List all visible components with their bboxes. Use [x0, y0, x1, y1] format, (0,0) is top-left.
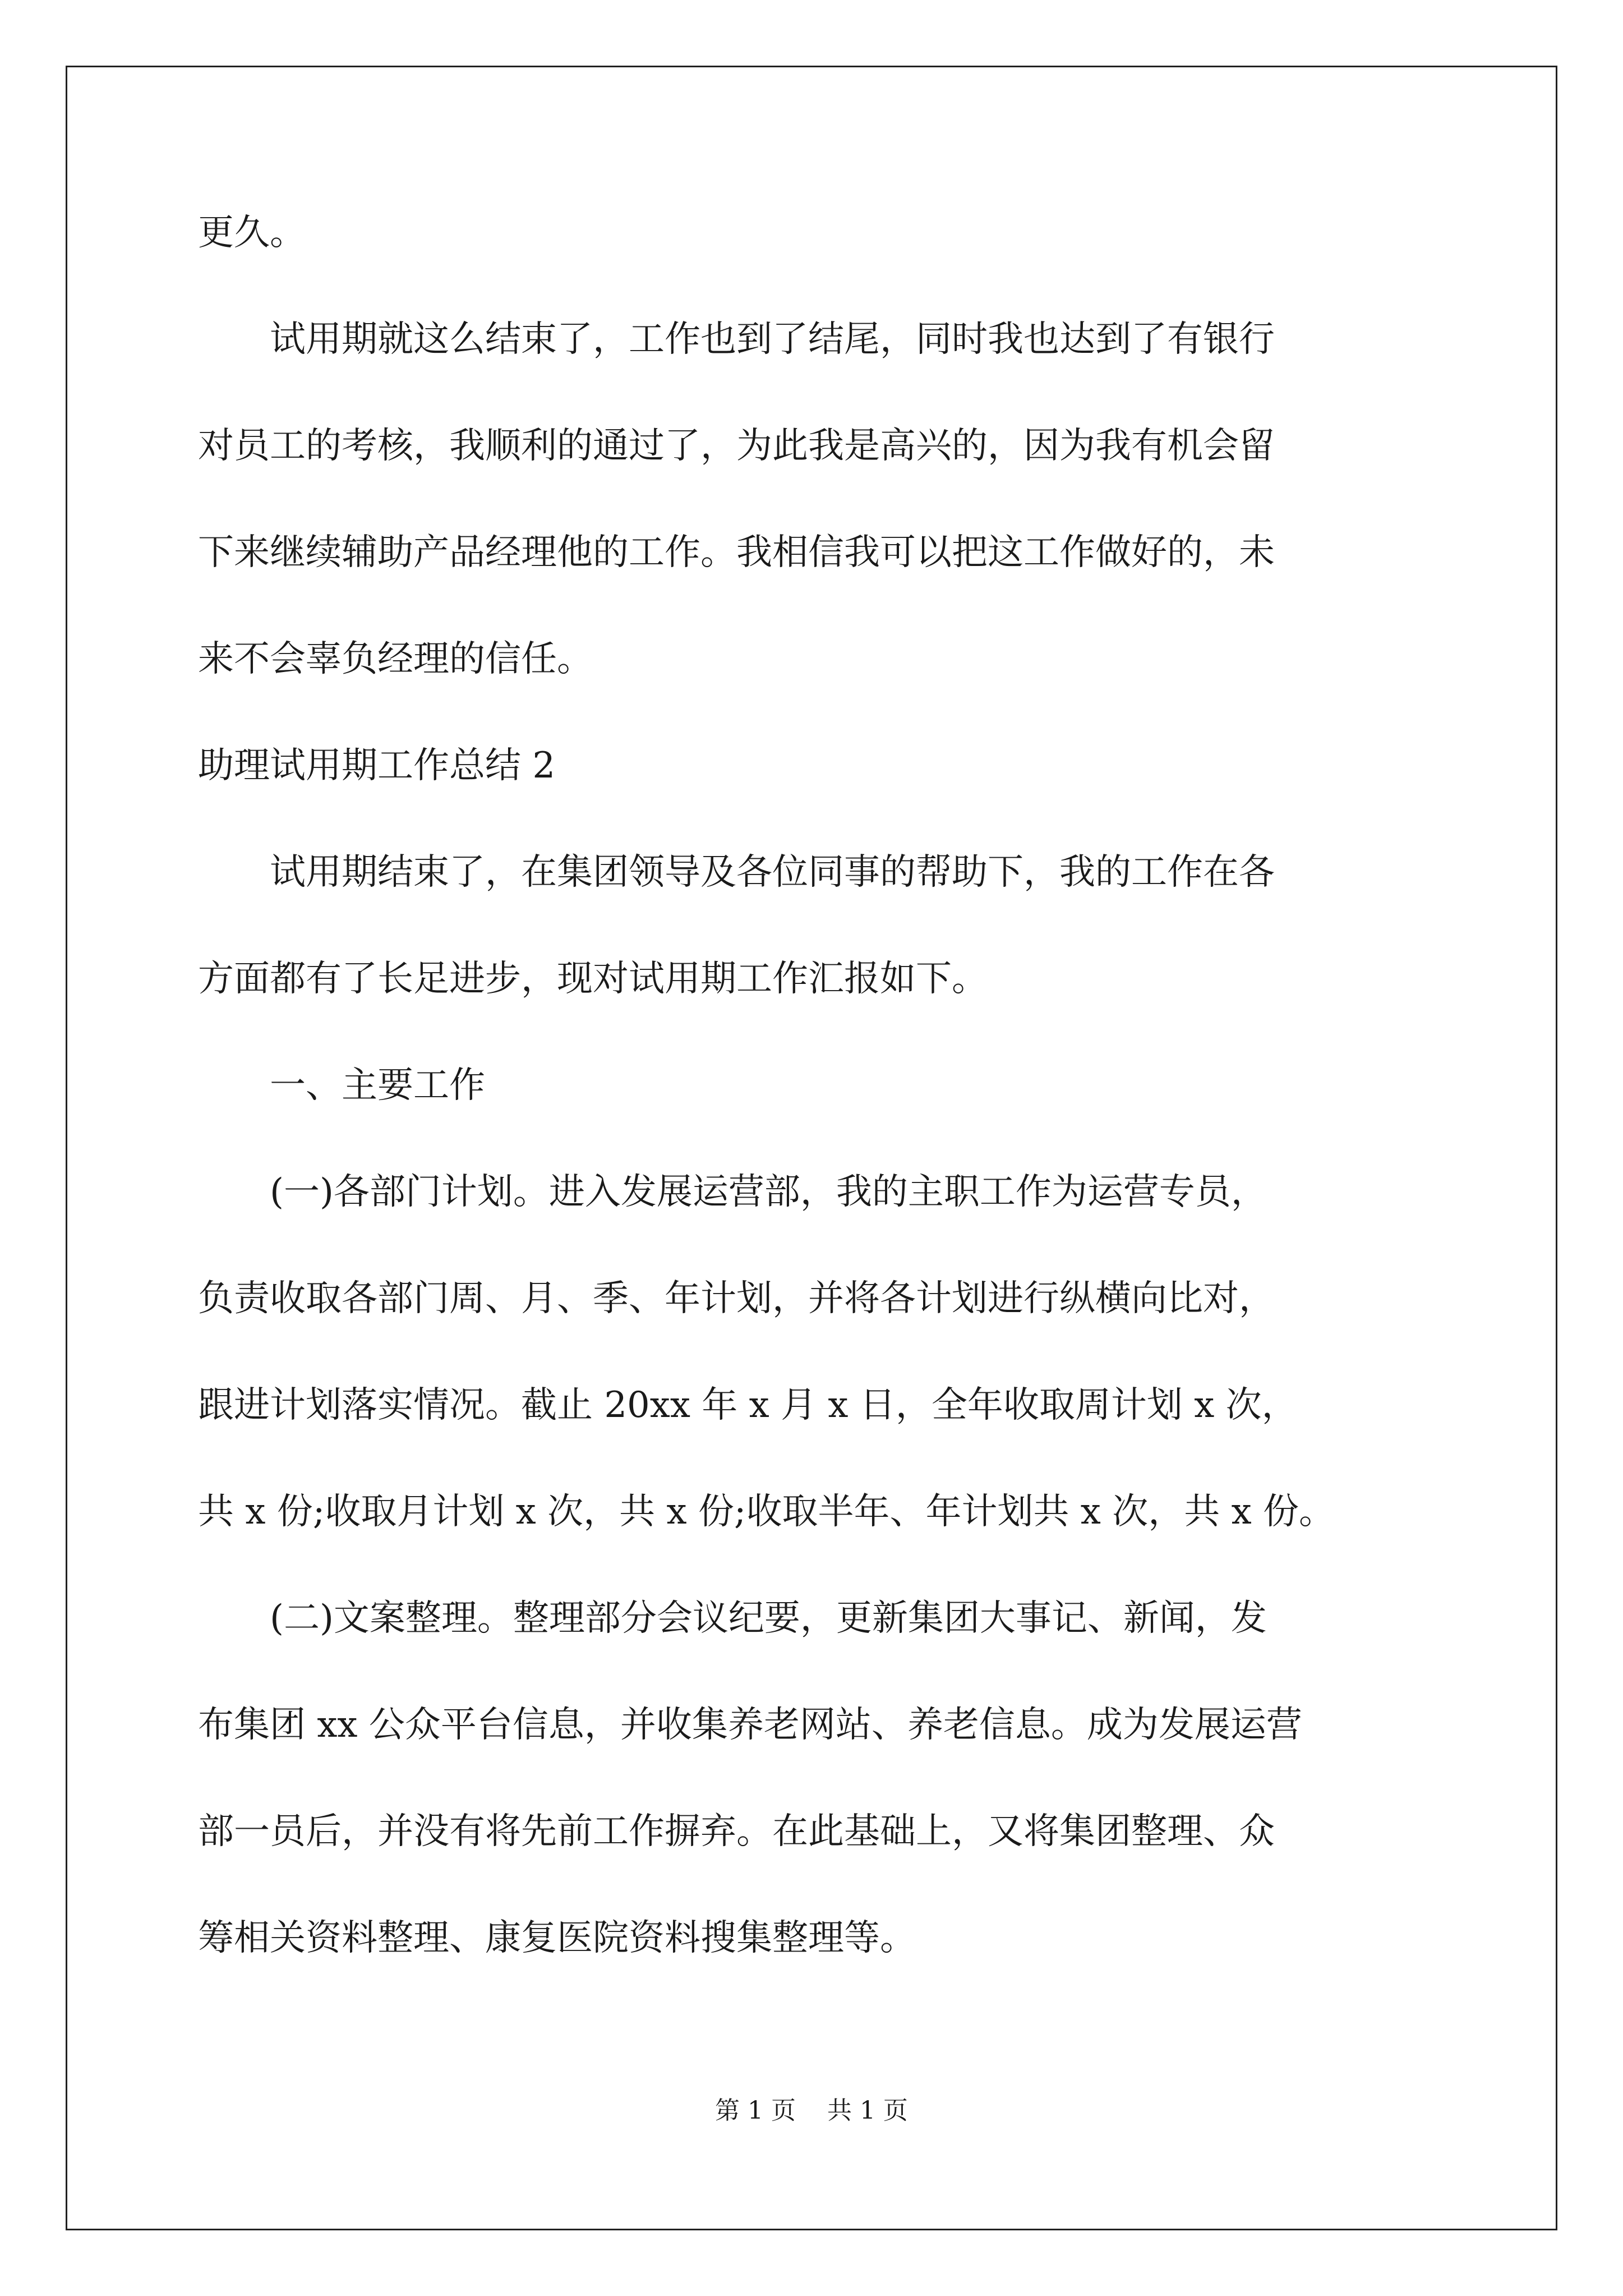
text-line: 部一员后，并没有将先前工作摒弃。在此基础上，又将集团整理、众: [198, 1811, 1275, 1852]
section-heading: 助理试用期工作总结 2: [198, 745, 556, 786]
page-number-footer: 第 1 页 共 1 页: [715, 2096, 908, 2125]
text-line: 布集团 xx 公众平台信息，并收集养老网站、养老信息。成为发展运营: [198, 1704, 1302, 1746]
text-line: 负责收取各部门周、月、季、年计划，并将各计划进行纵横向比对，: [198, 1278, 1275, 1319]
text-line: 方面都有了长足进步，现对试用期工作汇报如下。: [198, 958, 988, 1000]
text-line: 试用期结束了，在集团领导及各位同事的帮助下，我的工作在各: [198, 852, 1275, 893]
text-line: 来不会辜负经理的信任。: [198, 638, 593, 680]
text-line: 更久。: [198, 212, 306, 254]
text-line: 共 x 份;收取月计划 x 次，共 x 份;收取半年、年计划共 x 次，共 x 份。: [198, 1491, 1335, 1533]
text-line: 下来继续辅助产品经理他的工作。我相信我可以把这工作做好的，未: [198, 532, 1275, 573]
text-line: 对员工的考核，我顺利的通过了，为此我是高兴的，因为我有机会留: [198, 425, 1275, 467]
text-line: 试用期就这么结束了，工作也到了结尾，同时我也达到了有银行: [198, 319, 1275, 360]
text-line: (一)各部门计划。进入发展运营部，我的主职工作为运营专员，: [198, 1171, 1267, 1213]
text-line: 筹相关资料整理、康复医院资料搜集整理等。: [198, 1917, 916, 1959]
subheading: 一、主要工作: [198, 1065, 485, 1106]
text-line: (二)文案整理。整理部分会议纪要，更新集团大事记、新闻，发: [198, 1598, 1267, 1639]
page-frame: [66, 66, 1557, 2230]
text-line: 跟进计划落实情况。截止 20xx 年 x 月 x 日，全年收取周计划 x 次，: [198, 1384, 1298, 1426]
